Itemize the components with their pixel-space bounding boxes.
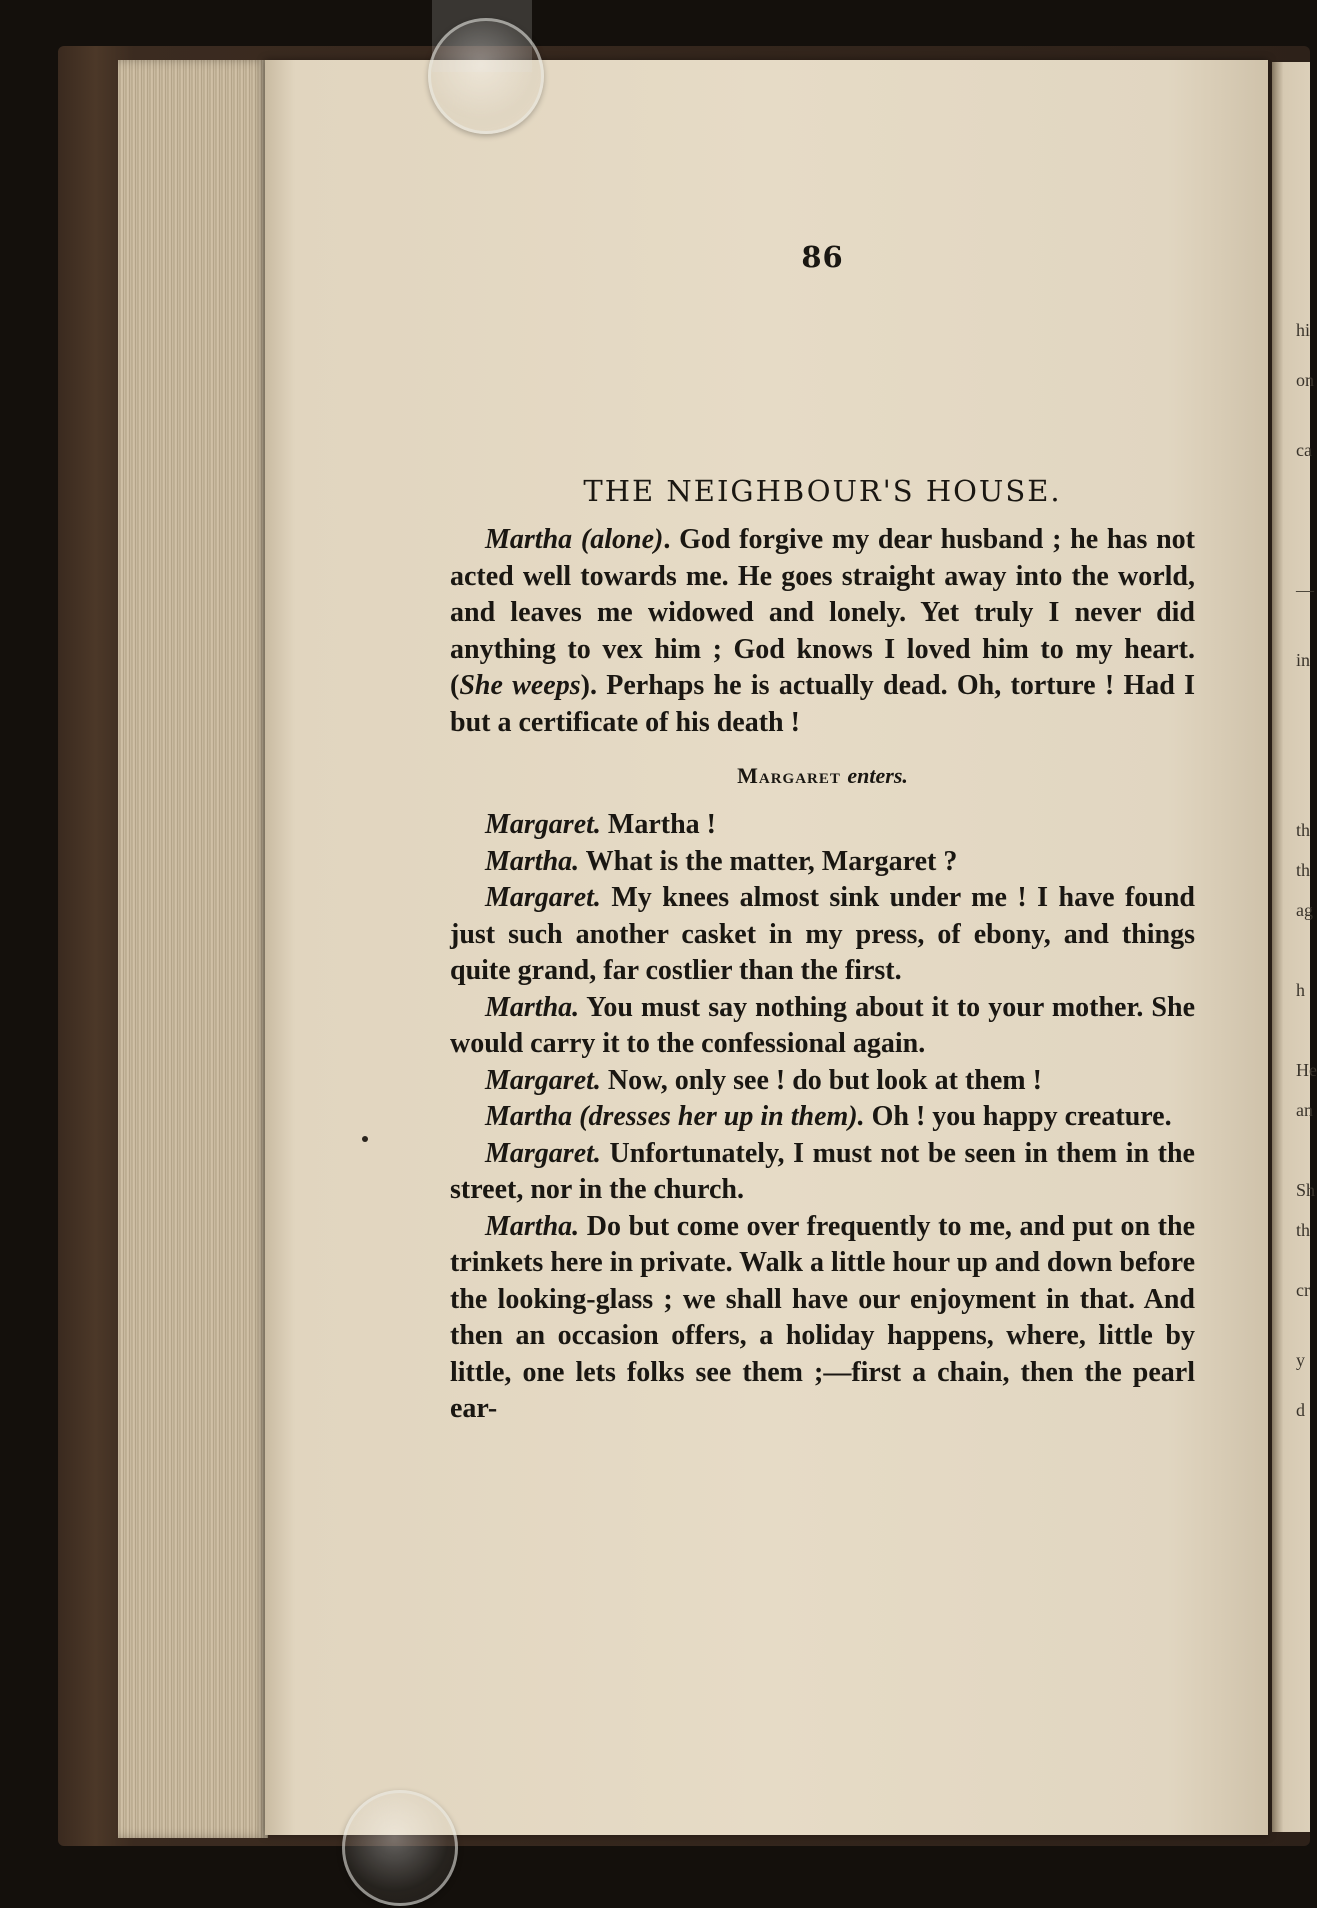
paragraph-text-after: ). Perhaps he is actually dead. Oh, torture ! Had I but a certificate of his death ! (450, 670, 1196, 738)
speaker-name: Martha. (485, 991, 580, 1023)
dialogue-text: Unfortunately, I must not be seen in them in the street, nor in the church. (450, 1137, 1195, 1205)
page-edges (118, 60, 268, 1838)
dialogue-line (450, 880, 1195, 990)
adjacent-page-fragment: He (1296, 1060, 1317, 1080)
dialogue-text: What is the matter, Margaret ? (579, 845, 958, 877)
paragraph-text: . God forgive my dear husband ; he has not acted well towards me. He goes straight away into the world, and leaves me widowed and lonely. Yet truly I never did anything to vex him ; God knows I loved him to my heart. ( (450, 524, 1195, 701)
inline-direction: She weeps (459, 670, 581, 701)
adjacent-page-fragment: ca (1296, 440, 1312, 460)
page-number: 86 (801, 240, 844, 274)
page-clip-top (428, 18, 544, 134)
dialogue-line (450, 844, 1195, 881)
dialogue-text: Now, only see ! do but look at them ! (600, 1064, 1042, 1096)
dialogue-text: Oh ! you happy creature. (864, 1101, 1172, 1132)
stage-direction (450, 763, 1195, 789)
adjacent-page-fragment: in (1296, 650, 1311, 670)
speaker-name: Margaret. (485, 1064, 601, 1096)
dialogue-line (450, 807, 1195, 844)
page-clip-bottom (342, 1790, 458, 1906)
adjacent-page-fragment: th (1296, 860, 1311, 880)
ink-mark (362, 1136, 368, 1142)
dialogue-text: Martha ! (600, 809, 716, 840)
dialogue-text: You must say nothing about it to your mother. She would carry it to the confessional again. (450, 991, 1195, 1059)
speaker-name: Martha (dresses her up in them). (485, 1101, 865, 1132)
dialogue-line (450, 1136, 1195, 1209)
adjacent-page-fragment: th (1296, 1220, 1311, 1240)
stage-direction-verb: enters. (847, 763, 908, 788)
speaker-name: Martha (485, 524, 573, 555)
page-text (450, 240, 1195, 1428)
adjacent-page-fragment: d (1296, 1400, 1305, 1420)
dialogue-line (450, 990, 1195, 1063)
dialogue-text: My knees almost sink under me ! I have found just such another casket in my press, of ebony, and things quite grand, far costlier than the first. (450, 882, 1195, 986)
adjacent-page-fragment: — (1296, 580, 1314, 600)
adjacent-page-fragment: y (1296, 1350, 1305, 1370)
speaker-name: Martha. (485, 1210, 580, 1242)
speaker-name: Margaret. (485, 882, 601, 913)
adjacent-page-fragment: on (1296, 370, 1314, 390)
section-title: THE NEIGHBOUR'S HOUSE. (583, 474, 1062, 508)
stage-direction-inline: (alone) (580, 524, 664, 555)
dialogue-line (450, 1099, 1195, 1136)
adjacent-page-fragment: Sh (1296, 1180, 1316, 1200)
speaker-name: Margaret. (485, 809, 601, 840)
adjacent-page-fragment: h (1296, 980, 1305, 1000)
dialogue-text: Do but come over frequently to me, and put on the trinkets here in private. Walk a little hour up and down before the looking-glass ; we shall have our enjoyment in that. And then an occasion offers, a holiday happens, where, little by little, one lets folks see them ;—first a chain, then the pearl ear- (450, 1210, 1195, 1424)
speaker-name: Martha. (485, 845, 580, 877)
adjacent-page-fragment: cr (1296, 1280, 1310, 1300)
adjacent-page-fragment: hi (1296, 320, 1311, 340)
speaker-name: Margaret. (485, 1137, 601, 1169)
dialogue-line (450, 1209, 1195, 1428)
adjacent-page-fragment: an (1296, 1100, 1313, 1120)
opening-paragraph (450, 522, 1195, 741)
adjacent-page-fragment: th (1296, 820, 1311, 840)
dialogue-line (450, 1063, 1195, 1100)
adjacent-page-fragment: ag (1296, 900, 1313, 920)
stage-direction-name: Margaret (737, 763, 841, 788)
